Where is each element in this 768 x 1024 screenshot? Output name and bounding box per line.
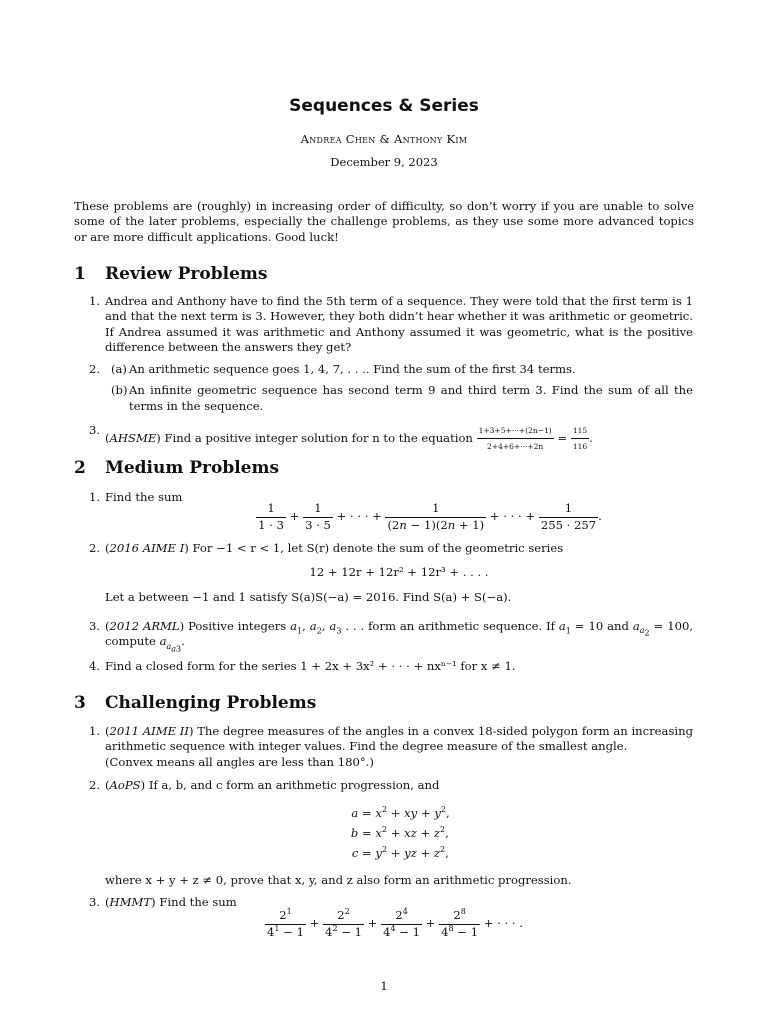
review-problem-2: 2. (a) An arithmetic sequence goes 1, 4, 7, . . .. Find the sum of the first 34 terms. (b) An infinite geometric sequence has second term 9 and third term 3. Find the sum of all the terms in the sequence. [89, 362, 693, 413]
equation-system: $a = x^2$ + xy + $y^2$, $b = x^2$ + xz + $z^2$, $c = y^2$ + yz + $z^2$, [350, 805, 450, 861]
review-problem-2b: (b) An infinite geometric sequence has second term 9 and third term 3. Find the sum of all the terms in the sequence. [111, 383, 693, 413]
equation-fraction: $\frac{1+3+5+\cdot\cdot\cdot+(2n-1)}{2+4+6+\cdot\cdot\cdot+2n}$ [477, 423, 554, 455]
review-problem-2a: (a) An arithmetic sequence goes 1, 4, 7, . . .. Find the sum of the first 34 terms. [111, 362, 576, 376]
intro-paragraph: These problems are (roughly) in increasing order of difficulty, so don’t worry if you are unable to solve some of the later problems, especially the challenge problems, as they use some more advanced topics or are more difficult applications. Good luck! [74, 199, 694, 244]
problem-text: Andrea and Anthony have to find the 5th term of a sequence. They were told that the first term is 1 and that the next term is 3. However, they both didn’t hear whether it was arithmetic or geometric. If Andrea assumed it was arithmetic and Anthony assumed it was geometric, what is the positive difference between the answers they get? [105, 294, 693, 354]
section-number: 1 [74, 264, 86, 284]
challenge-problem-2: 2. (AoPS) If a, b, and c form an arithmetic progression, and $a = x^2$ + xy + $y^2$, $b = x^2$ + xz + $z^2$, $c = y^2$ + yz + $z^2$, where x + y + z ≠ 0, prove that x, y, and z also form an arithmetic progression. [89, 778, 693, 889]
section-heading-challenge: 3 Challenging Problems [74, 693, 317, 713]
section-title: Review Problems [105, 264, 268, 284]
authors: Andrea Chen & Anthony Kim [300, 132, 468, 146]
sum-display: $\frac{1}{1 \cdot 3}$ + $\frac{1}{3 \cdot 5}$ + · · · + $\frac{1}{(2n - 1)(2n + 1)}$ + · · · + $\frac{1}{255 \cdot 257}$ . [258, 501, 602, 532]
document-date: December 9, 2023 [330, 155, 438, 169]
section-heading-medium: 2 Medium Problems [74, 458, 280, 478]
document-title: Sequences & Series [289, 96, 479, 116]
series-display: 12 + 12r + 12r² + 12r³ + . . . . [309, 565, 489, 580]
medium-problem-2: 2. (2016 AIME I) For −1 < r < 1, let S(r) denote the sum of the geometric series 12 + 12r + 12r² + 12r³ + . . . . Let a between −1 and 1 satisfy S(a)S(−a) = 2016. Find S(a) + S(−a). [89, 541, 693, 605]
review-problem-1: 1. Andrea and Anthony have to find the 5th term of a sequence. They were told that the first term is 1 and that the next term is 3. However, they both didn’t hear whether it was arithmetic or geometric. If Andrea assumed it was arithmetic and Anthony assumed it was geometric, what is the positive difference between the answers they get? [89, 294, 693, 354]
medium-problem-1: 1. Find the sum $\frac{1}{1 \cdot 3}$ + $\frac{1}{3 \cdot 5}$ + · · · + $\frac{1}{(2n - 1)(2n + 1)}$ + · · · + $\frac{1}{255 \cdot 257}$ . [89, 490, 693, 539]
power-sum-display: $\frac{2^1}{4^1 - 1}$ + $\frac{2^2}{4^2 - 1}$ + $\frac{2^4}{4^4 - 1}$ + $\frac{2^8}{4^8 - 1}$ + · · · . [267, 907, 523, 939]
equation-rhs-fraction: $\frac{115}{116}$ [571, 423, 589, 455]
challenge-problem-3: 3. (HMMT) Find the sum $\frac{2^1}{4^1 - 1}$ + $\frac{2^2}{4^2 - 1}$ + $\frac{2^4}{4^4 - 1}$ + $\frac{2^8}{4^8 - 1}$ + · · · . [89, 895, 693, 946]
review-problem-3: 3. (AHSME) Find a positive integer solution for n to the equation $\frac{1+3+5+\cdot\cdot\cdot+(2n-1)}{2+4+6+\cdot\cdot\cdot+2n}$ = $\frac{115}{116}$ . [89, 423, 693, 455]
section-heading-review [74, 264, 267, 284]
medium-problem-4: 4. Find a closed form for the series 1 + 2x + 3x² + · · · + nxⁿ⁻¹ for x ≠ 1. [89, 659, 516, 673]
problem-source: AHSME [109, 430, 157, 445]
page-number: 1 [380, 979, 388, 993]
challenge-problem-1: 1. (2011 AIME II) The degree measures of the angles in a convex 18-sided polygon form an increasing arithmetic sequence with integer values. Find the degree measure of the smallest angle. (Convex means all angles are less than 180°.) [89, 724, 693, 769]
medium-problem-3: 3. (2012 ARML) Positive integers $a_1$, $a_2$, $a_3$ . . . form an arithmetic sequence. If $a_1 = 10$ and $a_{a_2} = 100$, compute $a_{a_{a3}}$. [89, 619, 694, 654]
